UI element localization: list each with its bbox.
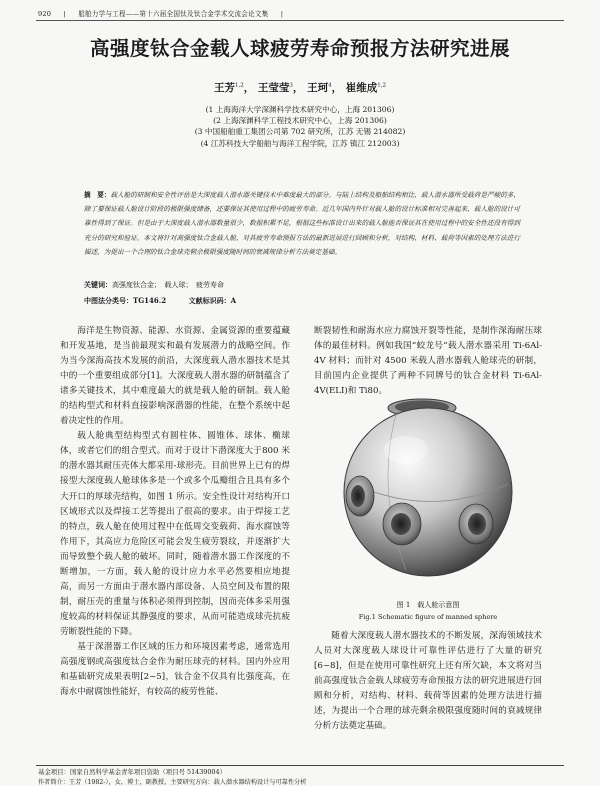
- affiliation: (4 江苏科技大学船舶与海洋工程学院，江苏 镇江 212003): [200, 138, 400, 148]
- journal-name: 船舶力学与工程——第十六届全国钛及钛合金学术交流会论文集: [78, 10, 269, 18]
- abstract: [84, 188, 520, 259]
- author-affiliation-mark: 3: [289, 82, 293, 89]
- keywords-label: 关键词：: [84, 280, 112, 289]
- body-paragraph: 随着大深度载人潜水器技术的不断发展，深海领域技术人员对大深度载人球设计可靠性评估进行了大量的研究[6~8]，但是在使用可靠性研究上还有所欠缺，本文将对当前高强度钛合金载人球疲劳寿命预报方法的研究进展进行回顾和分析，对结构、材料、载荷等因素的处理方法进行描述，为提出一个合理的球壳剩余极限强度随时间的衰减规律分析方法奠定基础。: [314, 631, 542, 732]
- left-viewport-window: [351, 485, 365, 507]
- author-name: 崔维成: [345, 82, 378, 94]
- body-paragraph: 海洋是生物资源、能源、水资源、金属资源的重要蕴藏和开发基地，是当前最现实和最有发展潜力的战略空间。作为当今深海高技术发展的前沿，大深度载人潜水器技术是其中的一个重要组成部分[1]。大深度载人潜水器的研制蕴含了诸多关键技术，其中难度最大的就是载人舱的研制。载人舱的结构型式和材料直接影响深潜器的性能，在整个系统中起着决定性的作用。: [60, 326, 290, 427]
- body-paragraph: 载人舱典型结构型式有圆柱体、圆锥体、球体、椭球体，或者它们的组合型式。而对于设计下潜深度大于800 米的潜水器其耐压壳体大都采用-球形壳。目前世界上已有的焊接型大深度载人舱球体多是一个或多个瓜瓣组合且具有多个大开口的厚球壳结构，如图 1 所示。安全性设计对结构开口区域形式以及焊接工艺等提出了很高的要求。由于焊接工艺的特点，载人舱在使用过程中在低周交变载荷、海水腐蚀等作用下，其高应力危险区可能会发生疲劳裂纹，并逐渐扩大而导致整个载人舱的破坏。同时，随着潜水器工作深度的不断增加，一方面，载人舱的设计应力水平必然要相应地提高，而另一方面由于潜水器内部设备、人员空间及布置的限制，耐压壳的重量与体积必须得到控制，因而壳体多采用强度较高的材料保证其静强度的要求，从而可能造成球壳抗疲劳断裂性能的下降。: [60, 431, 290, 637]
- specular-highlight: [384, 436, 428, 464]
- keywords-text: 高强度钛合金； 载人球； 疲劳寿命: [112, 281, 224, 289]
- author-bio-note: 作者简介：王芳（1982-），女，博士，副教授，主要研究方向：载人潜水器结构设计与可靠性分析: [38, 779, 307, 786]
- affiliation-list: [60, 104, 540, 149]
- body-paragraph: 基于深潜器工作区域的压力和环境因素考虑，通常选用高强度钢或高强度钛合金作为耐压球壳的材料。国内外应用和基础研究成果表明[2~5]，钛合金不仅具有比强度高，在海水中耐腐蚀性能好，有较高的疲劳性能、: [60, 641, 290, 698]
- classification-line: [84, 296, 236, 306]
- manned-sphere-figure: [336, 392, 526, 582]
- funding-note: 基金项目：国家自然科学基金青年项目资助（项目号 51439004）: [38, 768, 226, 776]
- body-paragraph: 断裂韧性和耐海水应力腐蚀开裂等性能，是制作深海耐压球体的最佳材料。例如我国“蛟龙号”载人潜水器采用 Ti-6Al-4V 材料；而针对 4500 米载人潜水器载人舱球壳的研制，目前国内企业提供了两种不同牌号的钛合金材料 Ti-6Al-4V(ELI)和 Ti80。: [314, 326, 542, 397]
- doc-code-value: A: [230, 296, 237, 305]
- author-affiliation-mark: 1,2: [235, 82, 244, 89]
- author-list: 王芳$^{1,2}$， 王莹莹$^3$， 王珂$^4$， 崔维成$^{1,2}$: [214, 82, 386, 94]
- body-right-column-top: [314, 324, 542, 399]
- abstract-label: 摘 要：: [84, 191, 111, 199]
- clc-value: TG146.2: [133, 296, 167, 305]
- author-name: 王莹莹: [257, 82, 290, 94]
- page-number: 920: [38, 10, 52, 18]
- clc-label: 中图法分类号：: [84, 296, 133, 305]
- affiliation: (3 中国船舶重工集团公司第 702 研究所，江苏 无锡 214082): [194, 127, 406, 137]
- right-viewport-window: [468, 513, 486, 535]
- author-name: 王芳: [214, 82, 236, 94]
- paper-title: 高强度钛合金载人球疲劳寿命预报方法研究进展: [89, 37, 510, 60]
- header-rule: [36, 20, 564, 21]
- abstract-text: 载人舱的研制和安全性评估是大深度载人潜水器关键技术中难度最大的部分。与陆上结构及船舶结构相比，载人潜水器所受载荷是严峻的多，除了要保证载人舱设计阶段的极限强度储备，还要保证其使用过程中的疲劳寿命。近几年国内外针对载人舱的设计标准相对完善起来，载人舱的设计可靠性得到了保证。但是由于大深度载人潜水器数量很少，数据积累不足，根据这些标准设计出来的载人舱能否保证其在使用过程中的安全性还没有得到充分的研究和验证。本文将针对高强度钛合金载人舱，对其疲劳寿命预报方法的最新进展进行回顾和分析，对结构、材料、载荷等因素的处理方法进行描述，为提出一个合理的钛合金球壳剩余极限强度随时间的衰减规律分析方法奠定基础。: [84, 191, 521, 256]
- figure-caption-english: Fig.1 Schematic figure of manned sphere: [358, 613, 498, 621]
- footnote-rule: [36, 765, 564, 766]
- body-left-column: [60, 324, 290, 700]
- author-name: 王珂: [307, 82, 329, 94]
- figure-caption-chinese: 图 1 载人舱示意图: [396, 601, 460, 609]
- affiliation: (1 上海海洋大学深渊科学技术研究中心，上海 201306): [205, 105, 395, 114]
- author-affiliation-mark: 1,2: [377, 82, 386, 89]
- keywords: [84, 280, 224, 290]
- affiliation: (2 上海深渊科学工程技术研究中心，上海 201306): [213, 116, 387, 126]
- doc-code-label: 文献标识码：: [188, 296, 231, 305]
- front-viewport-window: [391, 513, 411, 535]
- author-affiliation-mark: 4: [328, 82, 332, 89]
- body-right-column-bottom: [314, 629, 542, 734]
- running-header: 920 | 船舶力学与工程——第十六届全国钛及钛合金学术交流会论文集 |: [38, 10, 284, 18]
